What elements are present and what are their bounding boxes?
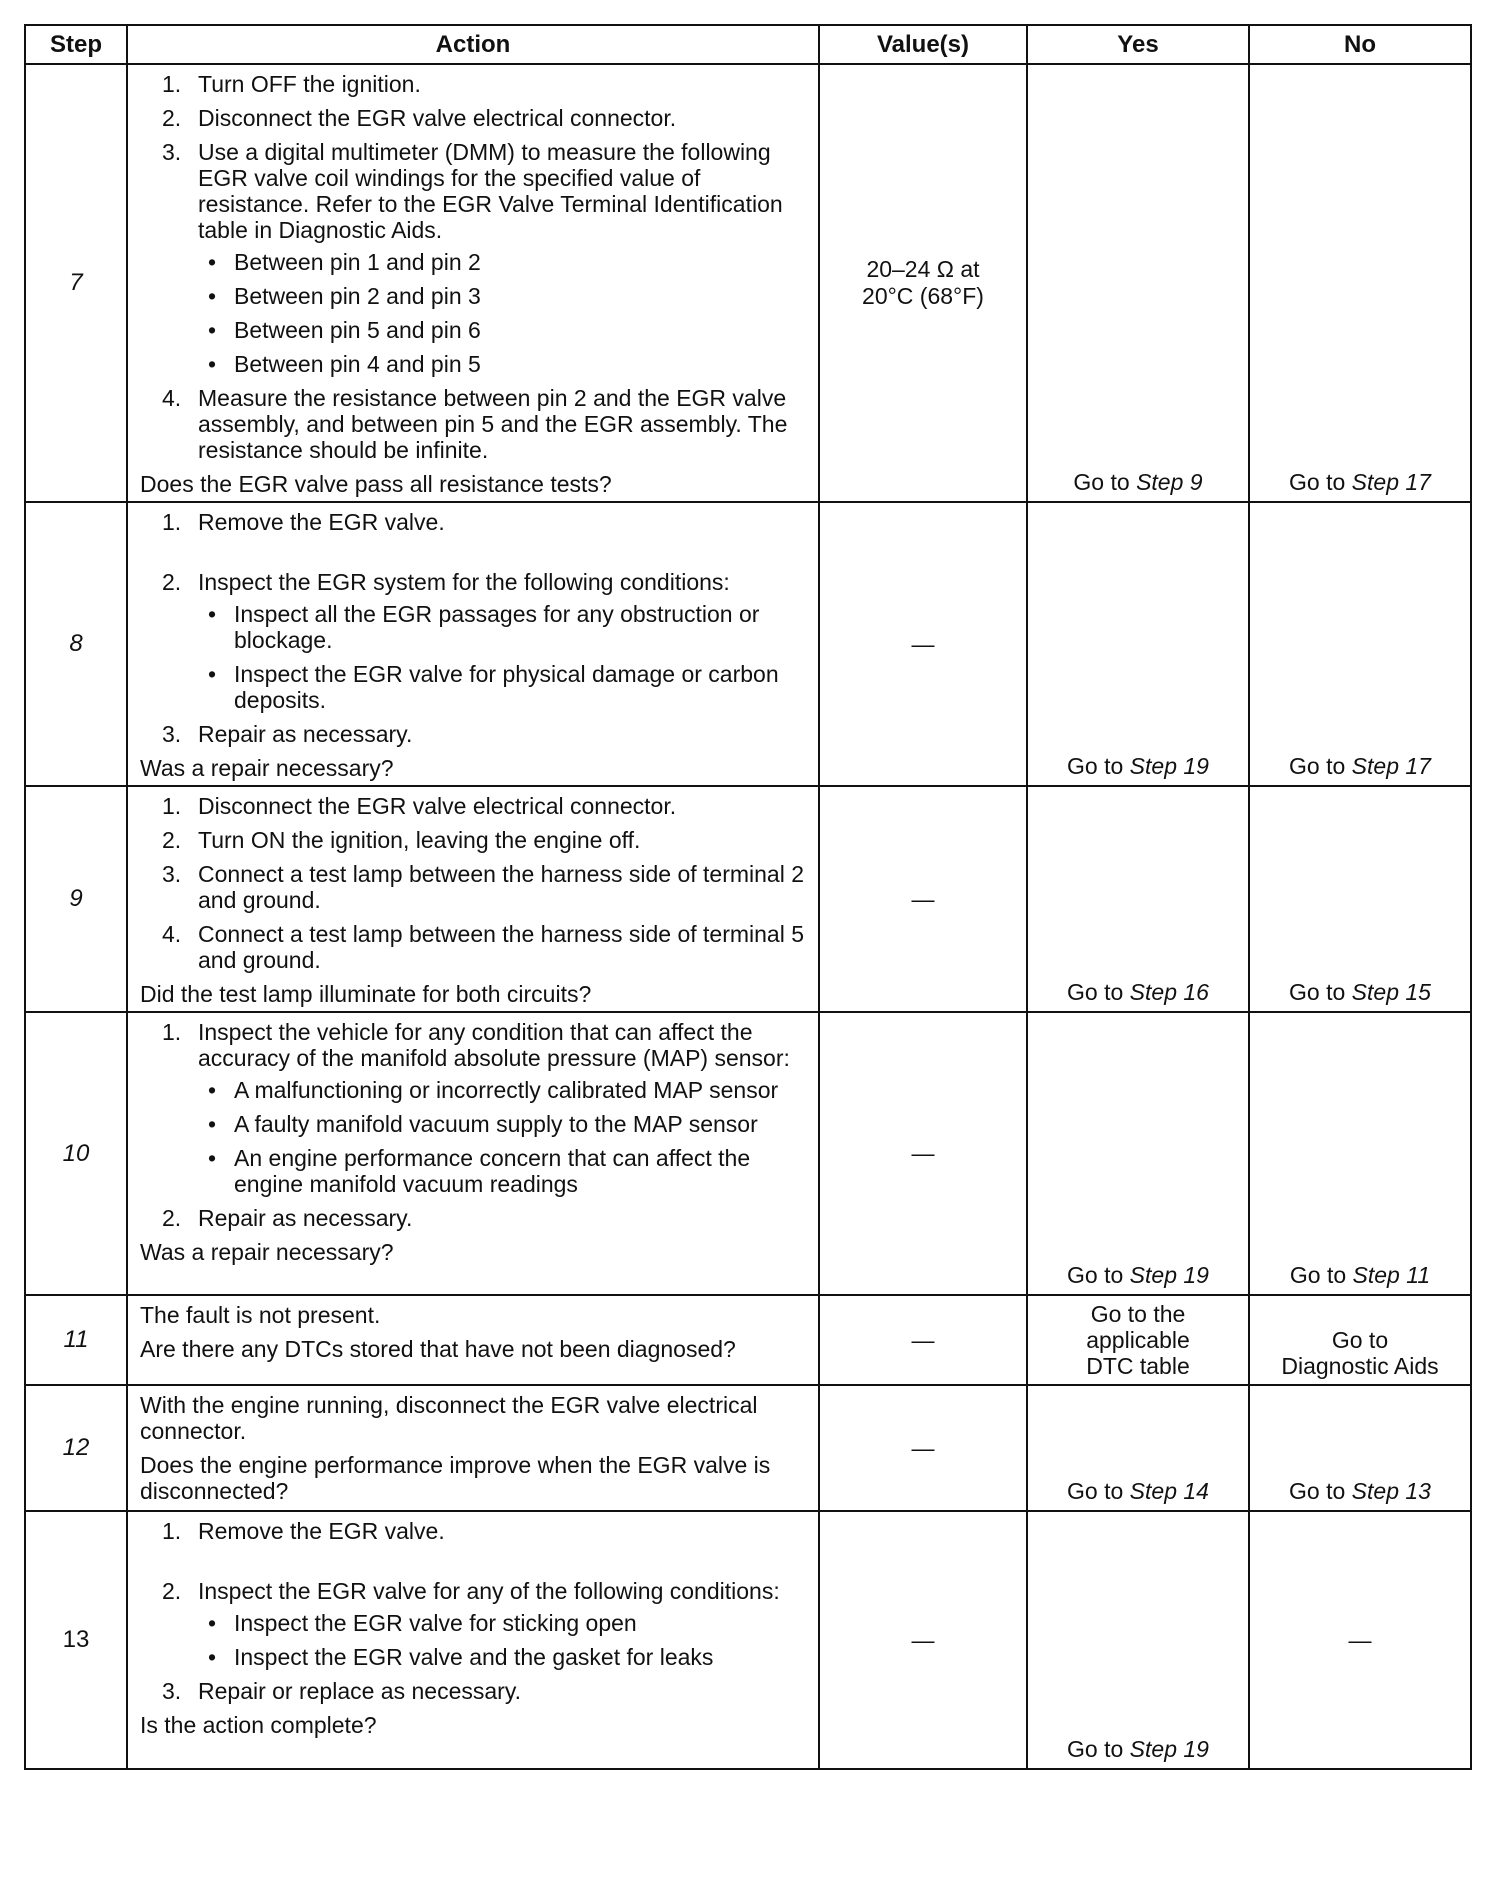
value-dash: — (911, 630, 935, 657)
step-number: 7 (25, 64, 127, 502)
step-row-9 (25, 786, 1471, 1012)
value-dash: — (911, 1140, 935, 1166)
action-cell (127, 1012, 819, 1295)
item-number: 3. (162, 139, 182, 165)
value-cell (819, 502, 1027, 786)
no-cell: Go to Diagnostic Aids (1249, 1295, 1471, 1385)
item-number: 1. (162, 1019, 182, 1045)
item-number: 3. (162, 1678, 182, 1704)
step-row-12 (25, 1385, 1471, 1511)
step-number: 10 (25, 1012, 127, 1295)
step-number: 12 (25, 1385, 127, 1511)
question-text: Does the EGR valve pass all resistance tests? (140, 471, 612, 497)
action-cell (127, 1295, 819, 1385)
header-row (25, 25, 1471, 64)
header-values: Value(s) (819, 25, 1027, 64)
action-item: 3. Repair as necessary. (162, 721, 413, 747)
no-cell: Go to Step 11 (1249, 1012, 1471, 1295)
bullet-item: • A malfunctioning or incorrectly calibrated MAP sensor (208, 1077, 779, 1103)
action-item: 1. Remove the EGR valve. (162, 1518, 445, 1544)
step-number: 8 (25, 502, 127, 786)
action-cell (127, 1511, 819, 1769)
action-cell (127, 502, 819, 786)
step-row-11 (25, 1295, 1471, 1385)
value-line: 20–24 Ω at (866, 256, 980, 282)
header-yes: Yes (1027, 25, 1249, 64)
header-step: Step (25, 25, 127, 64)
header-action: Action (127, 25, 819, 64)
action-item: 2. Repair as necessary. (162, 1205, 413, 1231)
bullet-item: • Between pin 5 and pin 6 (208, 317, 481, 343)
yes-cell: Go to Step 16 (1027, 786, 1249, 1012)
action-item: 1. Inspect the vehicle for any condition that can affect the accuracy of the manifold absolute pressure (MAP) sensor: • A malfunctioning or incorrectly calibrated MAP sensor • A faulty manifold vacuum supply to the MAP sensor • An engine performance concern that can affect the engine manifold vacuum readings (140, 1019, 810, 1197)
step-row-8 (25, 502, 1471, 786)
action-item: 3. Repair or replace as necessary. (162, 1678, 521, 1704)
step-row-10 (25, 1012, 1471, 1295)
question-text: Are there any DTCs stored that have not been diagnosed? (140, 1336, 736, 1362)
item-number: 4. (162, 921, 182, 947)
value-cell (819, 1295, 1027, 1385)
question-text: Was a repair necessary? (140, 755, 394, 781)
yes-cell: Go to the applicable DTC table (1027, 1295, 1249, 1385)
value-dash: — (911, 1326, 935, 1353)
step-number: 9 (25, 786, 127, 1012)
action-cell (127, 786, 819, 1012)
item-number: 1. (162, 793, 182, 819)
action-item: 2. Inspect the EGR valve for any of the following conditions: • Inspect the EGR valve for sticking open • Inspect the EGR valve and the gasket for leaks (140, 1578, 810, 1670)
item-number: 1. (162, 509, 182, 535)
action-item: 4. Connect a test lamp between the harness side of terminal 5 and ground. (162, 921, 805, 973)
action-item: 2. Inspect the EGR system for the following conditions: • Inspect all the EGR passages for any obstruction or blockage. • Inspect the EGR valve for physical damage or carbon deposits. (140, 569, 810, 713)
action-item: 3. Use a digital multimeter (DMM) to measure the following EGR valve coil windings for the specified value of resistance. Refer to the EGR Valve Terminal Identification table in Diagnostic Aids. • Between pin 1 and pin 2 • Between pin 2 and pin 3 • Between pin 5 and pin 6 • Between pin 4 and pin 5 (140, 139, 810, 377)
item-number: 2. (162, 569, 182, 595)
diagnostic-table (24, 24, 1472, 1770)
no-cell (1249, 1511, 1471, 1769)
value-cell (819, 1385, 1027, 1511)
item-number: 2. (162, 1205, 182, 1231)
value-dash: — (911, 1626, 935, 1653)
question-text: Does the engine performance improve when the EGR valve is disconnected? (140, 1452, 771, 1504)
action-text: With the engine running, disconnect the EGR valve electrical connector. (140, 1392, 758, 1444)
yes-cell: Go to Step 19 (1027, 1511, 1249, 1769)
action-item: 1. Turn OFF the ignition. (162, 71, 421, 97)
bullet-item: • Inspect the EGR valve for physical damage or carbon deposits. (208, 661, 779, 713)
bullet-item: • An engine performance concern that can affect the engine manifold vacuum readings (208, 1145, 751, 1197)
bullet-item: • Between pin 2 and pin 3 (208, 283, 481, 309)
yes-cell: Go to Step 19 (1027, 1012, 1249, 1295)
action-item: 3. Connect a test lamp between the harness side of terminal 2 and ground. (162, 861, 805, 913)
action-item: 2. Turn ON the ignition, leaving the engine off. (162, 827, 641, 853)
value-dash: — (911, 885, 935, 912)
step-number: 11 (25, 1295, 127, 1385)
item-number: 1. (162, 1518, 182, 1544)
action-text: The fault is not present. (140, 1302, 381, 1328)
value-cell (819, 1511, 1027, 1769)
question-text: Is the action complete? (140, 1712, 377, 1738)
value-cell (819, 64, 1027, 502)
action-cell (127, 1385, 819, 1511)
value-dash: — (911, 1434, 935, 1461)
step-number: 13 (25, 1511, 127, 1769)
bullet-item: • A faulty manifold vacuum supply to the MAP sensor (208, 1111, 758, 1137)
item-number: 2. (162, 105, 182, 131)
step-row-7 (25, 64, 1471, 502)
no-cell: Go to Step 17 (1249, 64, 1471, 502)
step-row-13 (25, 1511, 1471, 1769)
item-number: 2. (162, 1578, 182, 1604)
yes-cell: Go to Step 19 (1027, 502, 1249, 786)
value-cell (819, 1012, 1027, 1295)
bullet-item: • Between pin 4 and pin 5 (208, 351, 481, 377)
action-item: 2. Disconnect the EGR valve electrical connector. (162, 105, 677, 131)
question-text: Was a repair necessary? (140, 1239, 394, 1265)
item-number: 3. (162, 721, 182, 747)
bullet-item: • Inspect the EGR valve for sticking open (208, 1610, 637, 1636)
action-cell (127, 64, 819, 502)
no-cell: Go to Step 17 (1249, 502, 1471, 786)
item-number: 2. (162, 827, 182, 853)
yes-cell: Go to Step 14 (1027, 1385, 1249, 1511)
item-number: 1. (162, 71, 182, 97)
action-item: 1. Remove the EGR valve. (162, 509, 445, 535)
action-item: 1. Disconnect the EGR valve electrical connector. (162, 793, 677, 819)
bullet-item: • Between pin 1 and pin 2 (208, 249, 481, 275)
yes-cell: Go to Step 9 (1027, 64, 1249, 502)
item-number: 3. (162, 861, 182, 887)
value-line: 20°C (68°F) (862, 283, 984, 309)
value-dash: — (1348, 1626, 1372, 1653)
no-cell: Go to Step 13 (1249, 1385, 1471, 1511)
header-no: No (1249, 25, 1471, 64)
bullet-item: • Inspect all the EGR passages for any obstruction or blockage. (208, 601, 760, 653)
no-cell: Go to Step 15 (1249, 786, 1471, 1012)
question-text: Did the test lamp illuminate for both circuits? (140, 981, 592, 1007)
value-cell (819, 786, 1027, 1012)
bullet-item: • Inspect the EGR valve and the gasket for leaks (208, 1644, 714, 1670)
item-number: 4. (162, 385, 182, 411)
action-item: 4. Measure the resistance between pin 2 and the EGR valve assembly, and between pin 5 and the EGR assembly. The resistance should be infinite. (162, 385, 788, 463)
